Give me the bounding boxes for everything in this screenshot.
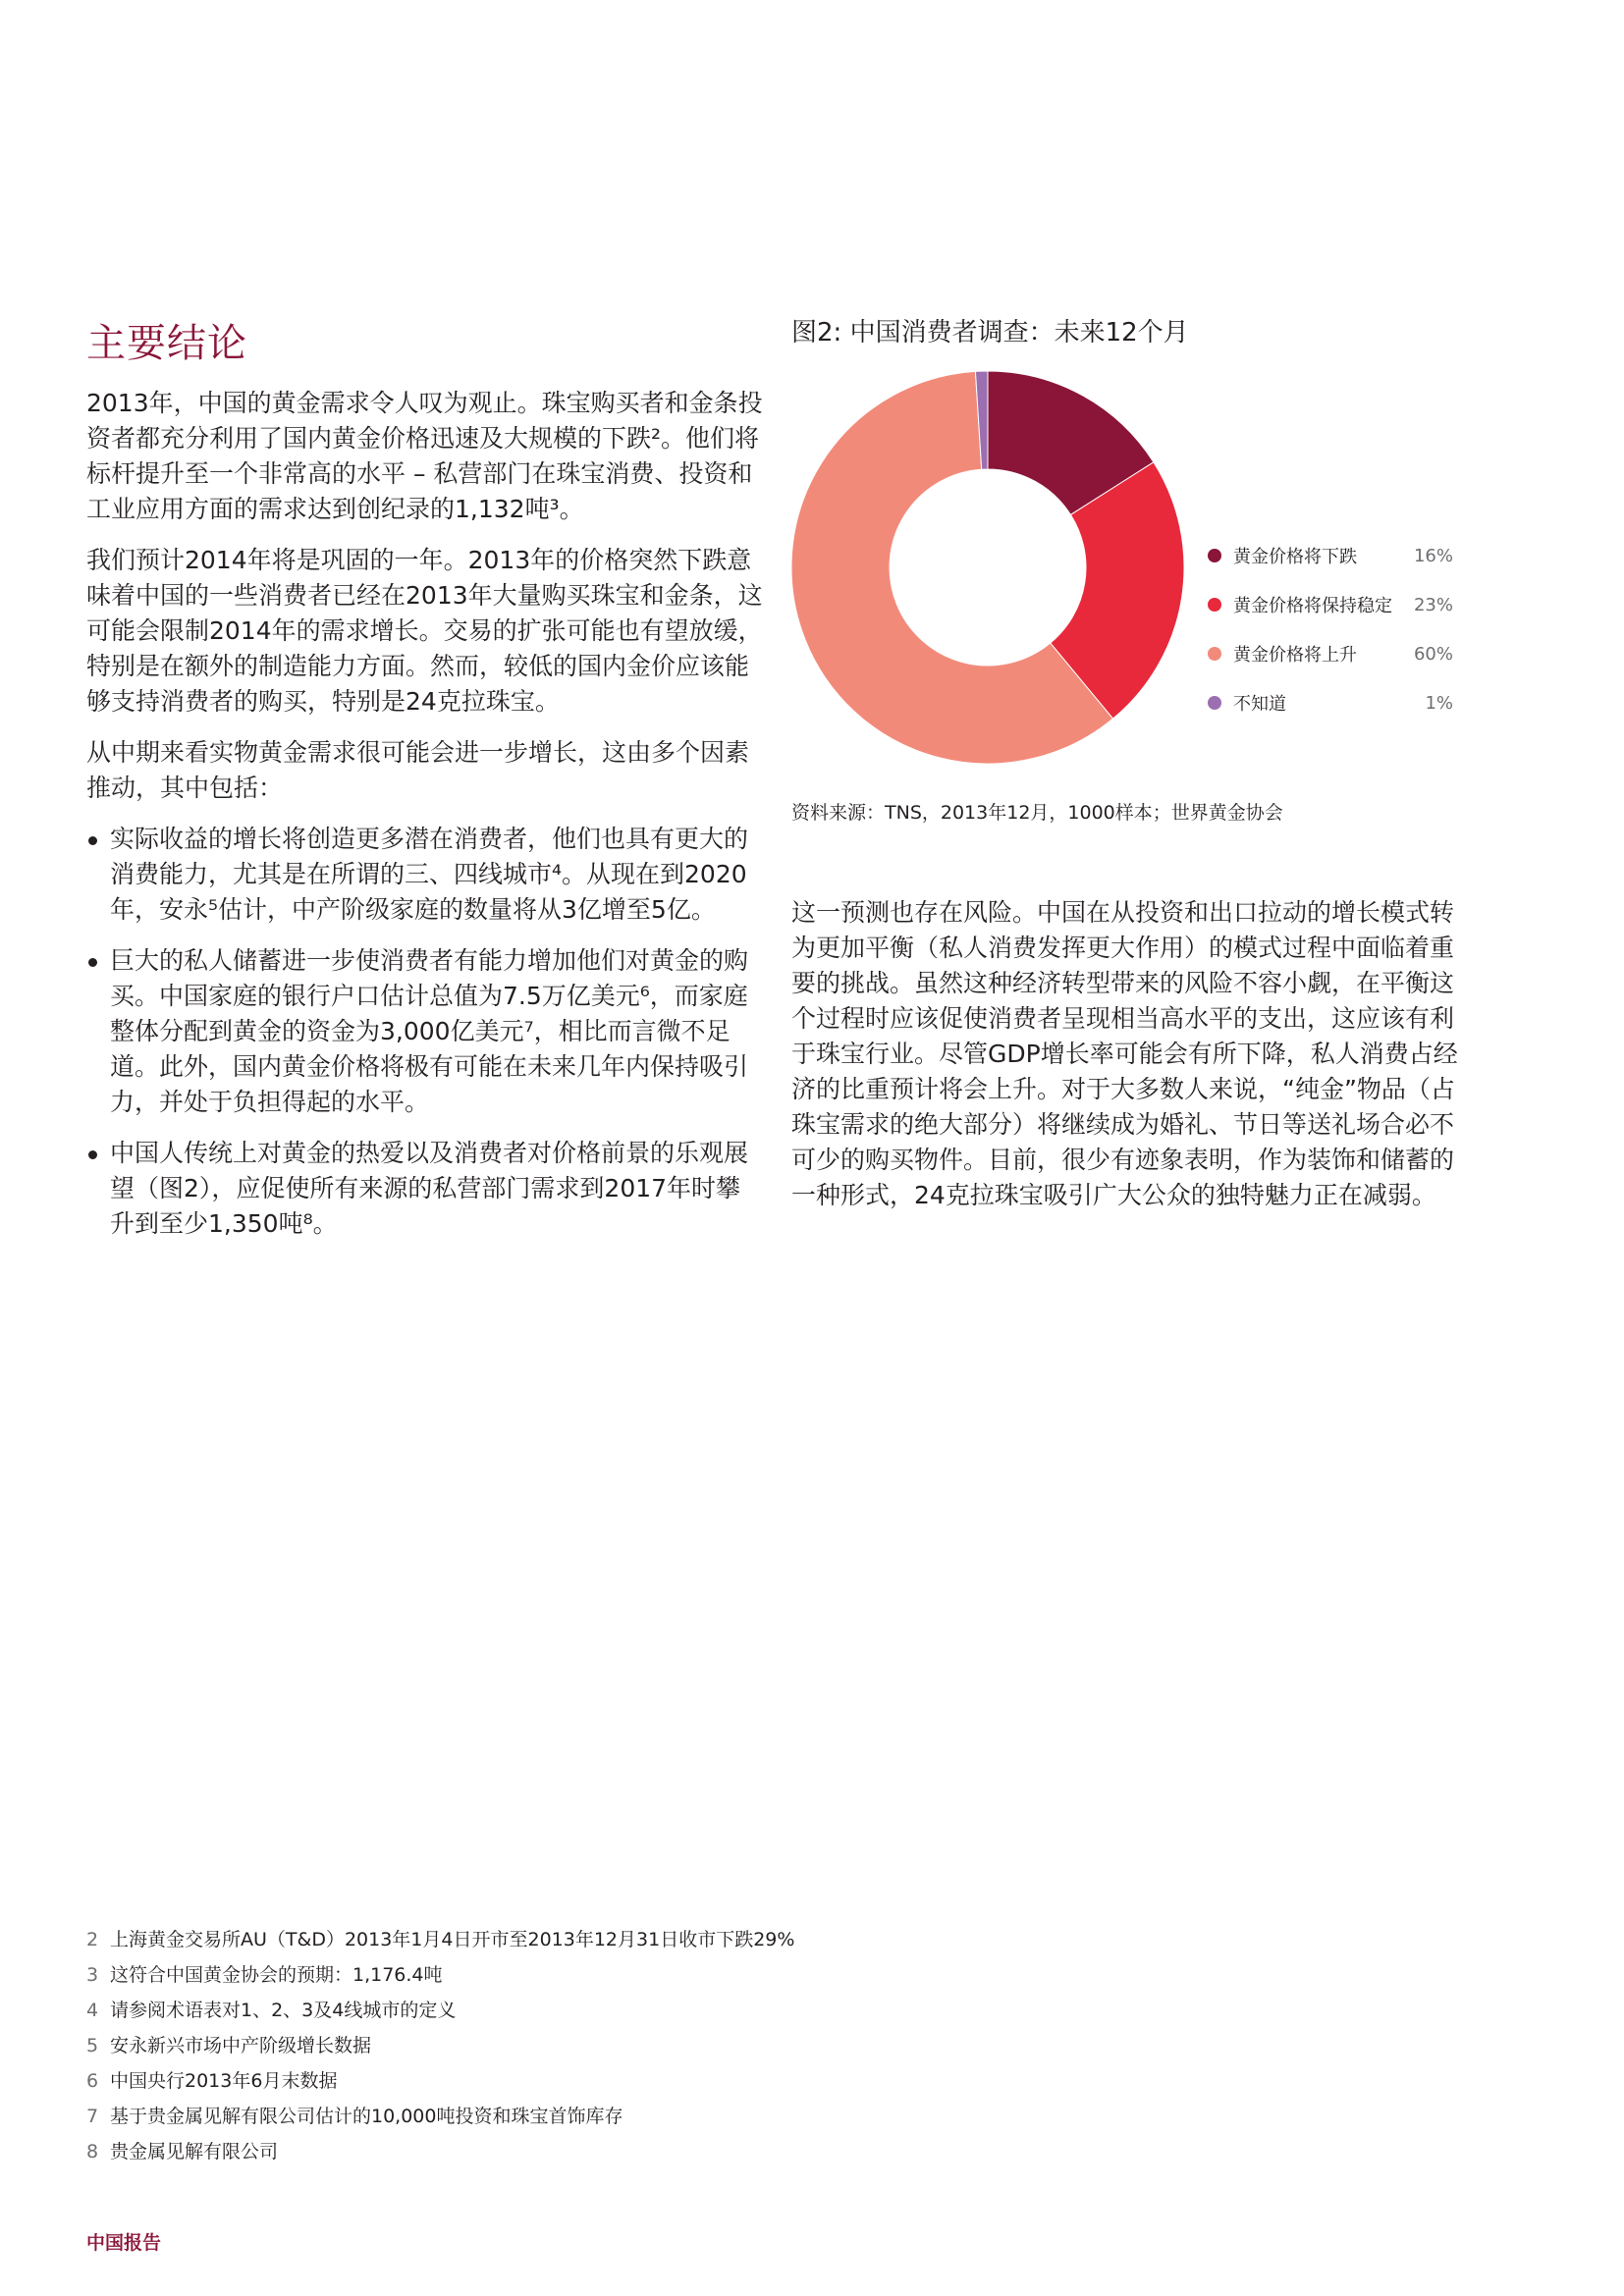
footnote-text: 安永新兴市场中产阶级增长数据: [110, 2035, 372, 2056]
paragraph-3: 从中期来看实物黄金需求很可能会进一步增长，这由多个因素推动，其中包括：: [86, 738, 750, 802]
footnote-text: 请参阅术语表对1、2、3及4线城市的定义: [110, 2000, 457, 2021]
footnote-text: 贵金属见解有限公司: [110, 2141, 279, 2163]
paragraph-2: 我们预计2014年将是巩固的一年。2013年的价格突然下跌意味着中国的一些消费者已经在2013年大量购买珠宝和金条，这可能会限制2014年的需求增长。交易的扩张可能也有望放缓，特别是在额外的制造能力方面。然而，较低的国内金价应该能够支持消费者的购买，特别是24克拉珠宝。: [86, 546, 763, 716]
legend-item: [1208, 678, 1453, 727]
footnote: [86, 2134, 970, 2169]
legend-label: 黄金价格将保持稳定: [1233, 596, 1392, 616]
bullet-icon: [88, 836, 97, 845]
footnote-number: 2: [86, 1929, 99, 1950]
footer-label: 中国报告: [86, 2232, 162, 2254]
legend-value: 1%: [1425, 692, 1453, 714]
legend-item: [1208, 580, 1453, 629]
footnote: [86, 1957, 970, 1993]
legend-value: 23%: [1413, 594, 1453, 615]
footnote-number: 3: [86, 1964, 99, 1986]
footnote: [86, 2099, 970, 2134]
footnote-number: 5: [86, 2035, 99, 2056]
footnote-number: 7: [86, 2106, 99, 2127]
footnote-number: 8: [86, 2141, 99, 2163]
legend-swatch-icon: [1208, 696, 1221, 710]
right-column: [791, 312, 1459, 1229]
bullet-icon: [88, 958, 97, 967]
legend-swatch-icon: [1208, 647, 1221, 661]
legend-swatch-icon: [1208, 549, 1221, 562]
chart-source: 资料来源：TNS，2013年12月，1000样本；世界黄金协会: [791, 802, 1283, 824]
list-item: [86, 943, 764, 1120]
footnote-text: 上海黄金交易所AU（T&D）2013年1月4日开市至2013年12月31日收市下跌29%: [110, 1929, 795, 1950]
right-paragraph: 这一预测也存在风险。中国在从投资和出口拉动的增长模式转为更加平衡（私人消费发挥更大作用）的模式过程中面临着重要的挑战。虽然这种经济转型带来的风险不容小觑，在平衡这个过程时应该促使消费者呈现相当高水平的支出，这应该有利于珠宝行业。尽管GDP增长率可能会有所下降，私人消费占经济的比重预计将会上升。对于大多数人来说，“纯金”物品（占珠宝需求的绝大部分）将继续成为婚礼、节日等送礼场合必不可少的购买物件。目前，很少有迹象表明，作为装饰和储蓄的一种形式，24克拉珠宝吸引广大公众的独特魅力正在减弱。: [791, 898, 1458, 1209]
legend-item: [1208, 531, 1453, 580]
donut-chart: [791, 366, 1184, 769]
legend-label: 黄金价格将上升: [1233, 645, 1357, 666]
bullet-icon: [88, 1150, 97, 1159]
legend-item: [1208, 629, 1453, 678]
footnote-text: 中国央行2013年6月末数据: [110, 2070, 338, 2092]
legend-value: 60%: [1413, 643, 1453, 665]
left-column: [86, 312, 764, 1257]
footnote: [86, 1922, 970, 1957]
legend-label: 不知道: [1233, 694, 1286, 715]
list-item-text: 实际收益的增长将创造更多潜在消费者，他们也具有更大的消费能力，尤其是在所谓的三、四线城市⁴。从现在到2020年，安永⁵估计，中产阶级家庭的数量将从3亿增至5亿。: [110, 825, 749, 924]
list-item-text: 巨大的私人储蓄进一步使消费者有能力增加他们对黄金的购买。中国家庭的银行户口估计总值为7.5万亿美元⁶，而家庭整体分配到黄金的资金为3,000亿美元⁷，相比而言微不足道。此外，国内黄金价格将极有可能在未来几年内保持吸引力，并处于负担得起的水平。: [110, 946, 749, 1116]
list-item: [86, 822, 764, 928]
footnote-number: 6: [86, 2070, 99, 2092]
legend-swatch-icon: [1208, 598, 1221, 612]
factor-list: [86, 822, 764, 1242]
footnote-text: 这符合中国黄金协会的预期：1,176.4吨: [110, 1964, 443, 1986]
footnote-number: 4: [86, 2000, 99, 2021]
list-item-text: 中国人传统上对黄金的热爱以及消费者对价格前景的乐观展望（图2），应促使所有来源的私营部门需求到2017年时攀升到至少1,350吨⁸。: [110, 1139, 749, 1238]
section-heading: 主要结论: [86, 321, 247, 366]
figure-title: 图2: 中国消费者调查：未来12个月: [791, 318, 1189, 347]
list-item: [86, 1136, 764, 1242]
footnote: [86, 2063, 970, 2099]
chart-legend: [1208, 531, 1453, 727]
legend-value: 16%: [1413, 545, 1453, 566]
footnote: [86, 1993, 970, 2028]
legend-label: 黄金价格将下跌: [1233, 547, 1357, 567]
footnotes: [86, 1922, 970, 2169]
footnote: [86, 2028, 970, 2063]
paragraph-1: 2013年，中国的黄金需求令人叹为观止。珠宝购买者和金条投资者都充分利用了国内黄金价格迅速及大规模的下跌²。他们将标杆提升至一个非常高的水平 – 私营部门在珠宝消费、投资和工业应用方面的需求达到创纪录的1,132吨³。: [86, 389, 763, 523]
chart-area: [791, 366, 1459, 788]
footnote-text: 基于贵金属见解有限公司估计的10,000吨投资和珠宝首饰库存: [110, 2106, 623, 2127]
